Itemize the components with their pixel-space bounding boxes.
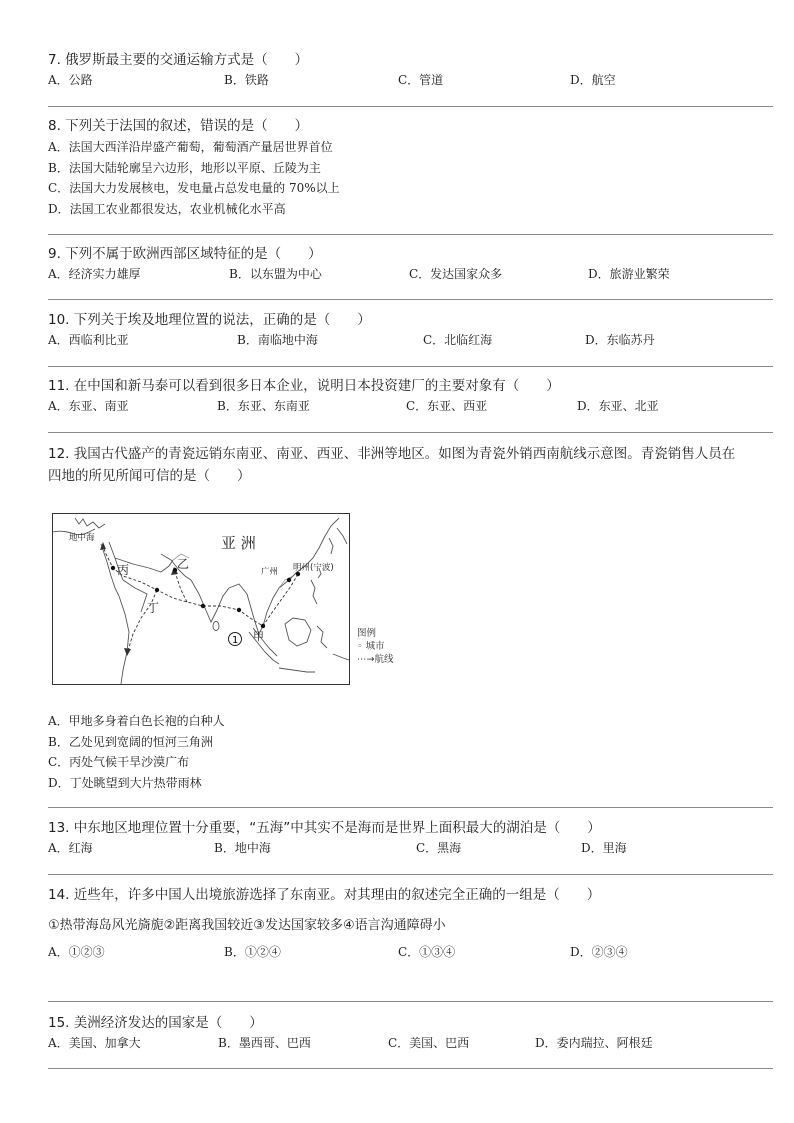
option-b[interactable]: B．南临地中海 bbox=[237, 333, 318, 347]
city-dot-icon: ◦ bbox=[357, 641, 363, 652]
option-b[interactable]: B．①②④ bbox=[224, 945, 281, 959]
divider bbox=[48, 366, 773, 367]
route-map bbox=[52, 513, 350, 685]
option-d[interactable]: D．旅游业繁荣 bbox=[588, 267, 670, 281]
divider bbox=[48, 1068, 773, 1069]
option-d[interactable]: D．②③④ bbox=[570, 945, 628, 959]
question-statements: ①热带海岛风光旖旎②距离我国较近③发达国家较多④语言沟通障碍小 bbox=[48, 918, 446, 933]
options-row bbox=[48, 331, 773, 351]
divider bbox=[48, 874, 773, 875]
option-c[interactable]: C．发达国家众多 bbox=[409, 267, 503, 281]
option-b[interactable]: B．东亚、东南亚 bbox=[217, 399, 310, 413]
option-a[interactable]: A．经济实力雄厚 bbox=[48, 267, 141, 281]
question-7 bbox=[48, 49, 773, 91]
option-c[interactable]: C．①③④ bbox=[398, 945, 456, 959]
question-stem: 10. 下列关于埃及地理位置的说法，正确的是（ ） bbox=[48, 312, 371, 328]
legend-city bbox=[357, 640, 393, 653]
map-label-guangzhou: 广州 bbox=[261, 567, 279, 577]
question-stem: 8. 下列关于法国的叙述，错误的是（ ） bbox=[48, 118, 309, 134]
option-a[interactable]: A．法国大西洋沿岸盛产葡萄，葡萄酒产量居世界首位 bbox=[48, 140, 333, 154]
question-15 bbox=[48, 1012, 773, 1054]
legend-city-label: 城市 bbox=[365, 641, 385, 652]
divider bbox=[48, 106, 773, 107]
options-row bbox=[48, 1034, 773, 1054]
option-c[interactable]: C．东亚、西亚 bbox=[406, 399, 488, 413]
map-label-bing: 丙 bbox=[117, 563, 130, 577]
divider bbox=[48, 432, 773, 433]
options-row bbox=[48, 71, 773, 91]
map-label-mingzhou: 明州(宁波) bbox=[293, 563, 334, 573]
map-label-mediterranean: 地中海 bbox=[69, 533, 95, 543]
map-figure bbox=[53, 514, 349, 684]
option-d[interactable]: D．里海 bbox=[581, 841, 627, 855]
legend-route bbox=[357, 653, 393, 666]
question-stem: 13. 中东地区地理位置十分重要，“五海”中其实不是海而是世界上面积最大的湖泊是（ ） bbox=[48, 820, 601, 836]
divider bbox=[48, 1001, 773, 1002]
options-row bbox=[48, 265, 773, 285]
option-a[interactable]: A．红海 bbox=[48, 841, 93, 855]
options-row bbox=[48, 839, 773, 859]
question-stem: 12. 我国古代盛产的青瓷远销东南亚、南亚、西亚、非洲等地区。如图为青瓷外销西南航线示意图。青瓷销售人员在四地的所见所闻可信的是（ ） bbox=[48, 446, 736, 484]
question-stem: 7. 俄罗斯最主要的交通运输方式是（ ） bbox=[48, 52, 309, 68]
legend-route-label: 航线 bbox=[374, 654, 394, 665]
question-8 bbox=[48, 115, 773, 219]
question-stem: 9. 下列不属于欧洲西部区域特征的是（ ） bbox=[48, 246, 322, 262]
question-11 bbox=[48, 375, 773, 417]
option-b[interactable]: B．墨西哥、巴西 bbox=[218, 1036, 311, 1050]
option-b[interactable]: B．地中海 bbox=[214, 841, 271, 855]
question-9 bbox=[48, 243, 773, 285]
option-d[interactable]: D．委内瑞拉、阿根廷 bbox=[535, 1036, 653, 1050]
legend-title: 图例 bbox=[357, 628, 377, 639]
option-a[interactable]: A．西临利比亚 bbox=[48, 333, 129, 347]
option-d[interactable]: D．东临苏丹 bbox=[585, 333, 655, 347]
option-c[interactable]: C．美国、巴西 bbox=[388, 1036, 470, 1050]
option-b[interactable]: B．铁路 bbox=[224, 73, 269, 87]
option-b[interactable]: B．乙处见到宽阔的恒河三角洲 bbox=[48, 734, 213, 749]
option-b[interactable]: B．以东盟为中心 bbox=[229, 267, 322, 281]
option-c[interactable]: C．北临红海 bbox=[423, 333, 493, 347]
option-a[interactable]: A．东亚、南亚 bbox=[48, 399, 129, 413]
map-label-jia: 甲 bbox=[253, 630, 264, 643]
option-d[interactable]: D．丁处眺望到大片热带雨林 bbox=[48, 775, 202, 790]
question-12-options bbox=[48, 711, 773, 793]
question-stem: 14. 近些年，许多中国人出境旅游选择了东南亚。对其理由的叙述完全正确的一组是（ ） bbox=[48, 887, 601, 903]
question-13 bbox=[48, 817, 773, 859]
options-row bbox=[48, 943, 773, 963]
question-12 bbox=[48, 443, 773, 487]
option-a[interactable]: A．甲地多身着白色长袍的白种人 bbox=[48, 714, 225, 728]
option-a[interactable]: A．①②③ bbox=[48, 945, 105, 959]
question-14 bbox=[48, 884, 773, 963]
divider bbox=[48, 234, 773, 235]
question-stem: 15. 美洲经济发达的国家是（ ） bbox=[48, 1015, 263, 1031]
option-a[interactable]: A．美国、加拿大 bbox=[48, 1036, 141, 1050]
map-legend bbox=[357, 627, 393, 666]
option-d[interactable]: D．法国工农业都很发达，农业机械化水平高 bbox=[48, 201, 286, 216]
option-a[interactable]: A．公路 bbox=[48, 73, 93, 87]
option-b[interactable]: B．法国大陆轮廓呈六边形，地形以平原、丘陵为主 bbox=[48, 160, 321, 175]
options-row bbox=[48, 397, 773, 417]
question-stem: 11. 在中国和新马泰可以看到很多日本企业，说明日本投资建厂的主要对象有（ ） bbox=[48, 378, 560, 394]
map-label-yi: 乙 bbox=[177, 557, 190, 571]
option-d[interactable]: D．航空 bbox=[570, 73, 616, 87]
map-label-asia: 亚 洲 bbox=[221, 534, 256, 552]
route-arrow-icon: ⋯→ bbox=[357, 654, 375, 665]
map-label-ding: 丁 bbox=[147, 601, 160, 615]
option-c[interactable]: C．法国大力发展核电，发电量占总发电量的 70%以上 bbox=[48, 181, 340, 195]
option-d[interactable]: D．东亚、北亚 bbox=[577, 399, 659, 413]
option-c[interactable]: C．丙处气候干旱沙漠广布 bbox=[48, 755, 190, 769]
map-label-one: 1 bbox=[232, 635, 239, 646]
question-10 bbox=[48, 309, 773, 351]
divider bbox=[48, 807, 773, 808]
option-c[interactable]: C．黑海 bbox=[416, 841, 462, 855]
divider bbox=[48, 299, 773, 300]
option-c[interactable]: C．管道 bbox=[398, 73, 444, 87]
